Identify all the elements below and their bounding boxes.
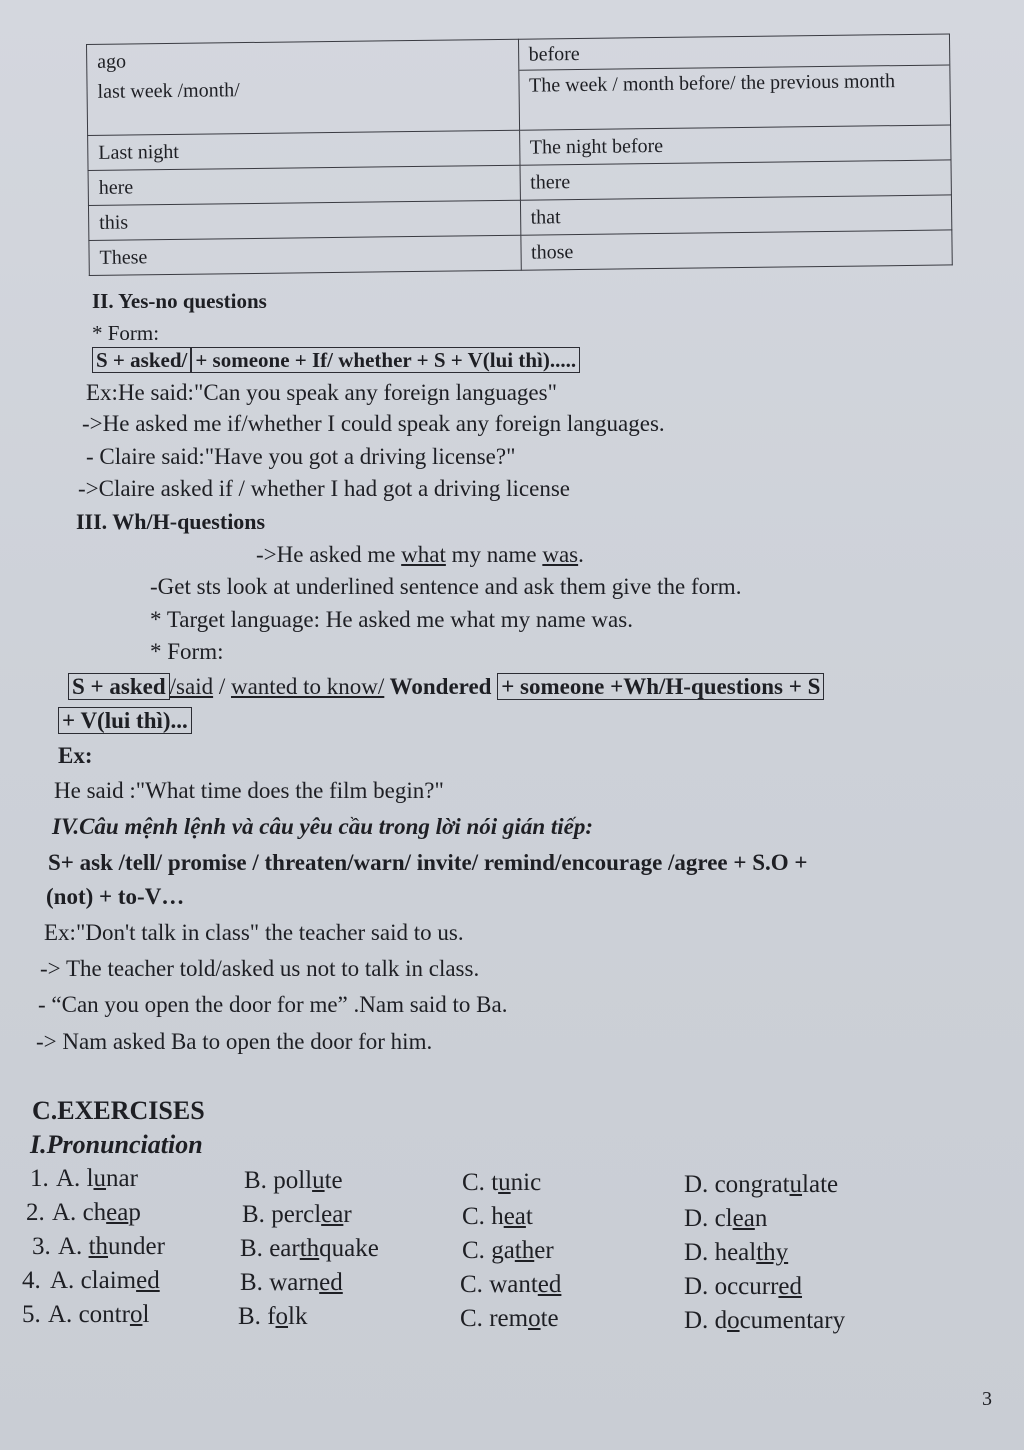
cell-text: there <box>530 171 571 194</box>
option-text: l <box>86 1165 94 1192</box>
answer-option <box>462 1236 554 1266</box>
option-text: p <box>128 1199 141 1226</box>
formula-box: + someone + If/ whether + S + V(lui thì)..... <box>191 347 580 373</box>
option-text: er <box>534 1237 554 1264</box>
cell-text: Last night <box>98 140 180 164</box>
formula-box: S + asked <box>68 673 170 700</box>
cell-text: before <box>518 34 949 70</box>
option-text: te <box>324 1167 343 1194</box>
underlined-letters: o <box>727 1307 740 1334</box>
cell-text: ago <box>97 50 127 73</box>
option-text: congrat <box>714 1171 790 1198</box>
option-text: cumentary <box>739 1307 846 1334</box>
answer-option <box>684 1306 845 1336</box>
underlined-word: /said <box>169 674 214 699</box>
underlined-letters: ed <box>778 1273 803 1300</box>
option-text: B. <box>240 1235 270 1262</box>
underlined-letters: th <box>88 1233 109 1260</box>
imperative-formula-line1: S+ ask /tell/ promise / threaten/warn/ invite/ remind/encourage /agree + S.O + <box>48 850 808 875</box>
underlined-letters: u <box>93 1165 107 1192</box>
option-text: poll <box>273 1167 313 1194</box>
question-number: 1. <box>30 1165 49 1192</box>
question-number: 3. <box>32 1233 51 1260</box>
option-text: D. <box>684 1273 715 1300</box>
option-text: D. <box>684 1307 715 1334</box>
table-cell-right <box>520 195 952 235</box>
option-text: want <box>489 1271 538 1298</box>
answer-option <box>684 1170 838 1200</box>
text: . <box>578 542 584 567</box>
option-text: ga <box>491 1237 515 1264</box>
answer-option <box>684 1272 802 1302</box>
example-sentence: He said :"What time does the film begin?" <box>54 778 444 803</box>
section-heading-wh: III. Wh/H-questions <box>76 509 266 534</box>
underlined-letters: u <box>498 1169 511 1196</box>
example-sentence: - Claire said:"Have you got a driving license?" <box>86 444 516 469</box>
answer-option <box>242 1200 352 1230</box>
option-text: B. <box>240 1269 270 1296</box>
option-text: t <box>525 1203 533 1230</box>
table-cell-left <box>88 200 520 240</box>
cell-text: those <box>530 241 574 264</box>
option-text: n <box>754 1205 768 1232</box>
cell-text: that <box>530 206 561 229</box>
example-answer: ->He asked me if/whether I could speak any foreign languages. <box>82 411 665 436</box>
cell-text: here <box>98 176 134 199</box>
answer-option <box>684 1204 767 1234</box>
answer-option <box>56 1164 138 1194</box>
option-text: d <box>714 1307 728 1334</box>
underlined-letters: ea <box>503 1203 526 1230</box>
answer-option <box>244 1166 343 1196</box>
option-text: late <box>802 1171 839 1198</box>
option-text: nar <box>106 1165 138 1192</box>
option-text: occurr <box>714 1273 779 1300</box>
table-cell-left <box>88 165 520 205</box>
underlined-word: what <box>401 542 446 567</box>
example-answer: ->Claire asked if / whether I had got a driving license <box>78 476 570 501</box>
option-text: l <box>142 1301 150 1328</box>
table-cell-left <box>87 39 520 135</box>
question-number: 2. <box>26 1199 45 1226</box>
cell-text: this <box>99 211 129 234</box>
option-text: C. <box>460 1271 490 1298</box>
option-text: D. <box>684 1239 715 1266</box>
option-text: under <box>108 1233 165 1260</box>
option-text: B. <box>244 1167 274 1194</box>
wh-example <box>256 540 584 570</box>
underlined-word: was <box>542 542 579 567</box>
option-text: heal <box>714 1239 757 1266</box>
formula-box: S + asked/ <box>92 347 191 373</box>
section-heading-yes-no: II. Yes-no questions <box>92 289 267 313</box>
section-heading-imperative: IV.Câu mệnh lệnh và câu yêu cầu trong lời nói gián tiếp: <box>52 814 594 839</box>
answer-option <box>52 1198 141 1228</box>
text: / <box>213 674 231 699</box>
option-text: contr <box>78 1301 130 1328</box>
option-text: D. <box>684 1205 715 1232</box>
answer-option <box>240 1268 343 1298</box>
text: my name <box>445 542 543 567</box>
wh-formula-line2 <box>58 706 192 736</box>
option-text: r <box>343 1201 352 1228</box>
instruction-text: -Get sts look at underlined sentence and ask them give the form. <box>150 574 742 599</box>
underlined-letters: u <box>312 1167 325 1194</box>
yes-no-formula <box>92 345 580 375</box>
formula-box: + someone +Wh/H-questions + S <box>497 673 824 700</box>
example-sentence: - “Can you open the door for me” .Nam said to Ba. <box>38 992 508 1017</box>
table-row <box>87 34 951 136</box>
option-text: lk <box>288 1303 308 1330</box>
option-text: f <box>267 1303 276 1330</box>
option-text: claim <box>80 1267 137 1294</box>
imperative-formula-line2: (not) + to-V… <box>46 884 185 909</box>
formula-box: + V(lui thì)... <box>58 707 192 734</box>
option-text: B. <box>238 1303 268 1330</box>
option-text: C. <box>462 1237 492 1264</box>
cell-text: last week /month/ <box>97 79 240 103</box>
text: Wondered <box>384 674 498 699</box>
option-text: A. <box>50 1267 81 1294</box>
option-text: rem <box>489 1305 529 1332</box>
cell-text: The week / month before/ the previous month <box>528 70 896 97</box>
option-text: C. <box>460 1305 490 1332</box>
example-answer: -> Nam asked Ba to open the door for him. <box>36 1029 433 1054</box>
answer-option <box>462 1202 533 1232</box>
answer-option <box>240 1234 379 1264</box>
underlined-letters: th <box>514 1237 535 1264</box>
wh-formula-line1 <box>68 672 824 702</box>
table-cell-right <box>519 125 951 165</box>
table-cell-right <box>520 230 952 270</box>
example-sentence: Ex:"Don't talk in class" the teacher said to us. <box>44 920 464 945</box>
answer-option <box>58 1232 165 1262</box>
underlined-letters: ed <box>537 1271 562 1298</box>
underlined-letters: ea <box>106 1199 129 1226</box>
conversion-table <box>86 33 953 276</box>
text: ->He asked me <box>256 542 402 567</box>
cell-text: These <box>99 246 148 269</box>
option-text: A. <box>58 1233 89 1260</box>
table-cell-right <box>518 34 951 130</box>
answer-option <box>460 1270 561 1300</box>
option-text: C. <box>462 1169 492 1196</box>
option-text: h <box>491 1203 504 1230</box>
option-text: ear <box>269 1235 300 1262</box>
option-text: nic <box>510 1169 542 1196</box>
page-number: 3 <box>982 1388 992 1410</box>
table-cell-left <box>88 130 520 170</box>
underlined-letters: ea <box>732 1205 755 1232</box>
example-sentence: Ex:He said:"Can you speak any foreign languages" <box>86 380 557 405</box>
table-cell-left <box>89 235 521 275</box>
option-text: percl <box>271 1201 322 1228</box>
answer-option <box>238 1302 307 1332</box>
answer-option <box>684 1238 788 1268</box>
underlined-letters: o <box>528 1305 541 1332</box>
option-text: D. <box>684 1171 715 1198</box>
underlined-letters: ed <box>319 1269 343 1296</box>
option-text: quake <box>319 1235 379 1262</box>
underlined-word: wanted to know/ <box>230 674 385 699</box>
underlined-letters: o <box>129 1301 143 1328</box>
exercises-heading: C.EXERCISES <box>32 1096 205 1125</box>
question-number: 5. <box>22 1301 41 1328</box>
form-label: * Form: <box>150 639 224 664</box>
form-label: * Form: <box>92 321 160 345</box>
table-cell-right <box>520 160 952 200</box>
underlined-letters: ed <box>136 1267 160 1294</box>
option-text: te <box>540 1305 559 1332</box>
answer-option <box>50 1266 160 1296</box>
option-text: t <box>491 1169 499 1196</box>
pronunciation-heading: I.Pronunciation <box>30 1130 203 1159</box>
cell-text: The night before <box>529 134 664 159</box>
option-text: A. <box>52 1199 83 1226</box>
answer-option <box>460 1304 559 1334</box>
option-text: warn <box>269 1269 320 1296</box>
option-text: cl <box>714 1205 733 1232</box>
answer-option <box>48 1300 149 1330</box>
ex-label: Ex: <box>58 743 93 768</box>
answer-option <box>462 1168 541 1198</box>
option-text: B. <box>242 1201 272 1228</box>
option-text: ch <box>82 1199 107 1226</box>
option-text: C. <box>462 1203 492 1230</box>
underlined-letters: th <box>299 1235 320 1262</box>
option-text: A. <box>48 1301 79 1328</box>
option-text: A. <box>56 1165 87 1192</box>
example-answer: -> The teacher told/asked us not to talk in class. <box>40 956 480 981</box>
underlined-letters: u <box>789 1171 803 1198</box>
question-number: 4. <box>22 1267 41 1294</box>
underlined-letters: ea <box>321 1201 344 1228</box>
underlined-letters: thy <box>756 1239 789 1266</box>
underlined-letters: o <box>275 1303 289 1330</box>
target-language: * Target language: He asked me what my name was. <box>150 607 633 632</box>
